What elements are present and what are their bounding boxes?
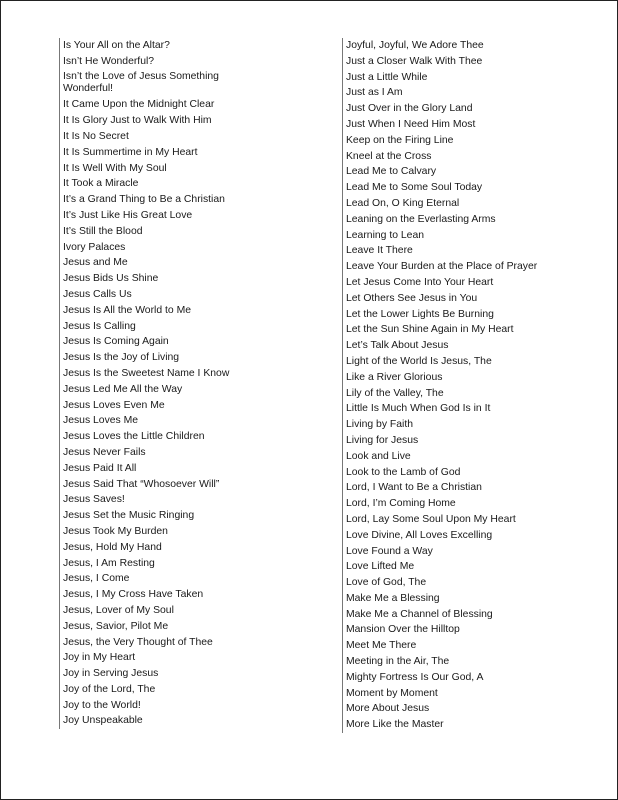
song-title: Meet Me There [346, 640, 417, 652]
song-title: Joy in My Heart [63, 652, 136, 664]
song-title: Jesus, Lover of My Soul [63, 604, 174, 616]
song-title: Jesus Set the Music Ringing [63, 510, 195, 522]
song-title: Make Me a Blessing [346, 592, 440, 604]
song-title: Let’s Talk About Jesus [346, 340, 449, 352]
song-title: Lord, I’m Coming Home [346, 498, 456, 510]
song-title: Love of God, The [346, 577, 427, 589]
song-title: Isn’t the Love of Jesus Something Wonderful! [63, 70, 219, 94]
song-title: It Is No Secret [63, 131, 129, 142]
song-title: Lead Me to Some Soul Today [346, 182, 483, 194]
song-title: Lord, I Want to Be a Christian [346, 482, 482, 494]
song-title: It’s Just Like His Great Love [63, 209, 193, 221]
song-title: Just When I Need Him Most [346, 118, 476, 130]
song-title: More About Jesus [346, 703, 430, 715]
song-title: Let the Lower Lights Be Burning [346, 308, 494, 320]
song-title: Leave Your Burden at the Place of Prayer [346, 261, 538, 273]
song-title: It Took a Miracle [63, 178, 139, 190]
song-title: Let Jesus Come Into Your Heart [346, 276, 494, 288]
song-title: Just a Closer Walk With Thee [346, 55, 483, 67]
song-title: Mansion Over the Hilltop [346, 624, 460, 636]
song-title: Just as I Am [346, 87, 403, 99]
song-title: Jesus Never Fails [63, 446, 146, 458]
song-title: Jesus Saves! [63, 494, 125, 506]
song-title: Lord, Lay Some Soul Upon My Heart [346, 513, 516, 525]
song-title: Jesus and Me [63, 257, 128, 269]
song-title: Lily of the Valley, The [346, 387, 444, 399]
song-title: It Is Well With My Soul [63, 162, 167, 174]
song-title: Living for Jesus [346, 434, 419, 446]
song-title: Lead Me to Calvary [346, 166, 437, 178]
song-title: Jesus Loves Me [63, 415, 139, 427]
song-title: Jesus Is Calling [63, 320, 136, 332]
song-title: Just a Little While [346, 71, 428, 83]
song-title: Let the Sun Shine Again in My Heart [346, 324, 514, 336]
song-title: Keep on the Firing Line [346, 134, 454, 146]
song-title: Jesus, Hold My Hand [63, 541, 162, 553]
song-title: Jesus Is the Sweetest Name I Know [63, 367, 230, 379]
song-title: Just Over in the Glory Land [346, 103, 473, 115]
song-title: Jesus, I My Cross Have Taken [63, 589, 204, 601]
song-title: Jesus Led Me All the Way [63, 383, 183, 395]
song-title: Jesus Said That “Whosoever Will” [63, 478, 220, 490]
song-title: More Like the Master [346, 719, 444, 731]
song-title: Kneel at the Cross [346, 150, 432, 162]
song-title: It’s Still the Blood [63, 225, 143, 237]
song-title: It Is Summertime in My Heart [63, 146, 198, 158]
song-title: Light of the World Is Jesus, The [346, 355, 492, 367]
song-title: Joy Unspeakable [63, 715, 143, 727]
song-title: Jesus Took My Burden [63, 525, 168, 537]
left-song-list [59, 38, 323, 729]
song-title: Jesus, I Come [63, 573, 130, 585]
song-title: Jesus, the Very Thought of Thee [63, 636, 213, 648]
song-title: Love Found a Way [346, 545, 433, 557]
song-title: Little Is Much When God Is in It [346, 403, 491, 415]
song-title: Ivory Palaces [63, 241, 126, 253]
song-title: Let Others See Jesus in You [346, 292, 478, 304]
song-title: Jesus Is All the World to Me [63, 304, 192, 316]
song-title: Make Me a Channel of Blessing [346, 608, 493, 620]
song-title: Joyful, Joyful, We Adore Thee [346, 40, 484, 51]
song-title: Mighty Fortress Is Our God, A [346, 671, 484, 683]
song-title: Lead On, O King Eternal [346, 197, 460, 209]
song-title: It Is Glory Just to Walk With Him [63, 115, 212, 127]
song-title: Jesus Loves the Little Children [63, 431, 205, 443]
song-title: Love Lifted Me [346, 561, 415, 573]
song-title: Look and Live [346, 450, 411, 462]
song-title: Is Your All on the Altar? [63, 40, 170, 51]
song-title: Jesus Bids Us Shine [63, 273, 159, 285]
song-title: Jesus, I Am Resting [63, 557, 155, 569]
song-title: Jesus, Savior, Pilot Me [63, 620, 169, 632]
song-title: Leave It There [346, 245, 413, 257]
song-title: Jesus Loves Even Me [63, 399, 165, 411]
song-title: Jesus Paid It All [63, 462, 137, 474]
song-title: Isn’t He Wonderful? [63, 55, 155, 67]
song-title: It Came Upon the Midnight Clear [63, 99, 215, 111]
song-title: Jesus Calls Us [63, 288, 132, 300]
song-title: Love Divine, All Loves Excelling [346, 529, 493, 541]
song-title: Leaning on the Everlasting Arms [346, 213, 496, 225]
song-title: Look to the Lamb of God [346, 466, 461, 478]
song-title: Joy of the Lord, The [63, 683, 156, 695]
right-song-list [342, 38, 606, 733]
song-title: It’s a Grand Thing to Be a Christian [63, 194, 225, 206]
song-title: Like a River Glorious [346, 371, 443, 383]
song-title: Joy in Serving Jesus [63, 668, 159, 680]
song-title: Joy to the World! [63, 699, 141, 711]
song-title: Living by Faith [346, 419, 413, 431]
song-title: Jesus Is the Joy of Living [63, 352, 180, 364]
song-title: Moment by Moment [346, 687, 438, 699]
song-title: Learning to Lean [346, 229, 424, 241]
song-title: Meeting in the Air, The [346, 656, 450, 668]
song-title: Jesus Is Coming Again [63, 336, 169, 348]
